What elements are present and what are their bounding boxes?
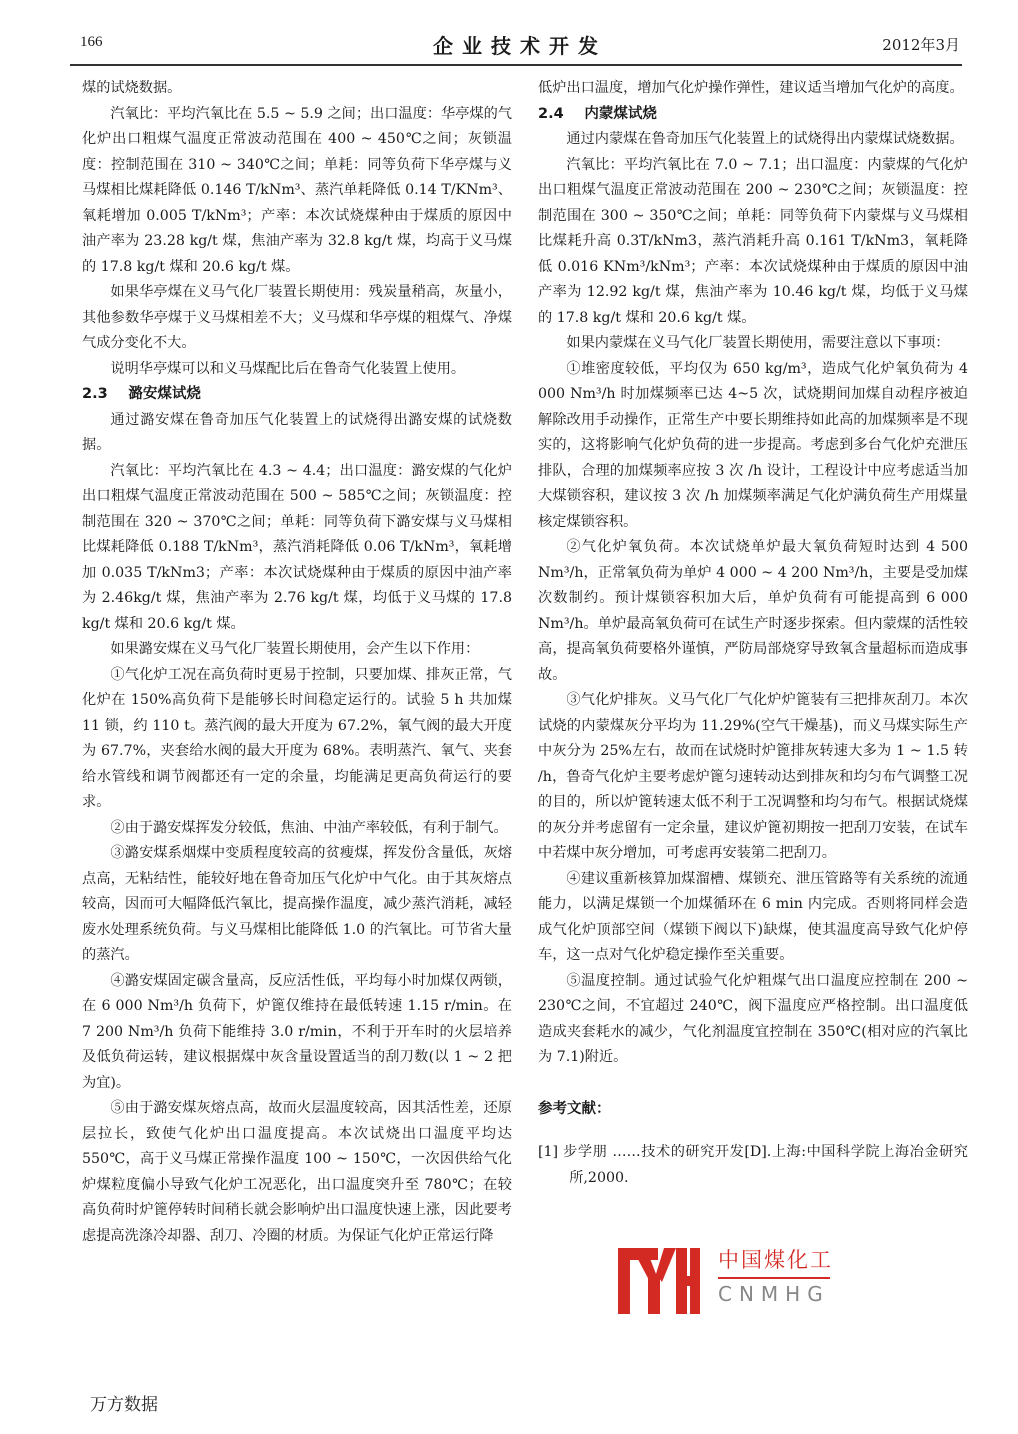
logo-name-cn: 中国煤化工 xyxy=(718,1248,833,1272)
logo-mark-icon xyxy=(618,1244,700,1314)
journal-title: 企业技术开发 xyxy=(433,34,607,58)
section-title: 内蒙煤试烧 xyxy=(584,105,657,122)
section-heading xyxy=(82,382,512,408)
references-heading: 参考文献： xyxy=(538,1100,611,1117)
paragraph: ②气化炉氧负荷。本次试烧单炉最大氧负荷短时达到 4 500 Nm³/h，正常氧负荷为单炉 4 000 ~ 4 200 Nm³/h，主要是受加煤次数制约。预计煤锁容积加大后，单炉负荷有可能提高到 6 000 Nm³/h。单炉最高氧负荷可在试生产时逐步探索。但内蒙煤的活性较高，提高氧负荷要格外谨慎，严防局部烧穿导致氧含量超标而造成事故。 xyxy=(538,539,968,683)
footer-source: 万方数据 xyxy=(90,1395,158,1415)
paragraph: 汽氧比：平均汽氧比在 7.0 ~ 7.1；出口温度：内蒙煤的气化炉出口粗煤气温度正常波动范围在 200 ~ 230℃之间；灰锁温度：控制范围在 300 ~ 350℃之间；单耗：同等负荷下内蒙煤与义马煤相比煤耗升高 0.3T/kNm3，蒸汽消耗升高 0.161 T/kNm3，氧耗降低 0.016 KNm³/kNm³；产率：本次试烧煤种由于煤质的原因中油产率为 12.92 kg/t 煤，焦油产率为 10.46 kg/t 煤，均低于义马煤的 17.8 kg/t 煤和 20.6 kg/t 煤。 xyxy=(538,156,968,326)
section-number: 2.4 xyxy=(538,105,564,122)
paragraph: 如果华亭煤在义马气化厂装置长期使用：残炭量稍高，灰量小，其他参数华亭煤于义马煤相差不大；义马煤和华亭煤的粗煤气、净煤气成分变化不大。 xyxy=(82,284,512,351)
paragraph: ③气化炉排灰。义马气化厂气化炉炉篦装有三把排灰刮刀。本次试烧的内蒙煤灰分平均为 11.29%(空气干燥基)，而义马煤实际生产中灰分为 25%左右，故而在试烧时炉篦排灰转速大多为 1 ~ 1.5 转 /h，鲁奇气化炉主要考虑炉篦匀速转动达到排灰和均匀布气调整工况的目的，所以炉篦转速太低不利于工况调整和均匀布气。根据试烧煤的灰分并考虑留有一定余量，建议炉篦初期按一把刮刀安装，在试车中若煤中灰分增加，可考虑再安装第二把刮刀。 xyxy=(538,692,968,861)
paragraph: ④潞安煤固定碳含量高，反应活性低，平均每小时加煤仅两锁，在 6 000 Nm³/h 负荷下，炉篦仅维持在最低转速 1.15 r/min。在 7 200 Nm³/h 负荷下能维持 3.0 r/min，不利于开车时的火层培养及低负荷运转，建议根据煤中灰含量设置适当的刮刀数(以 1 ~ 2 把为宜)。 xyxy=(82,972,512,1091)
header-divider xyxy=(70,64,962,66)
section-heading xyxy=(538,102,968,128)
reference-item: [1] 步学朋 ……技术的研究开发[D].上海:中国科学院上海冶金研究所,2000. xyxy=(538,1144,968,1186)
page-number: 166 xyxy=(80,34,103,50)
paragraph: 说明华亭煤可以和义马煤配比后在鲁奇气化装置上使用。 xyxy=(110,360,466,377)
paragraph: 汽氧比：平均汽氧比在 5.5 ~ 5.9 之间；出口温度：华亭煤的气化炉出口粗煤气温度正常波动范围在 400 ~ 450℃之间；灰锁温度：控制范围在 310 ~ 340℃之间；单耗：同等负荷下华亭煤与义马煤相比煤耗降低 0.146 T/kNm³、蒸汽单耗降低 0.14 T/KNm³、氧耗增加 0.005 T/kNm³；产率：本次试烧煤种由于煤质的原因中油产率为 23.28 kg/t 煤，焦油产率为 32.8 kg/t 煤，均高于义马煤的 17.8 kg/t 煤和 20.6 kg/t 煤。 xyxy=(82,105,512,275)
watermark-logo xyxy=(618,1244,838,1316)
paragraph: ②由于潞安煤挥发分较低，焦油、中油产率较低，有利于制气。 xyxy=(110,819,508,836)
right-column xyxy=(538,76,968,1191)
paragraph: ①气化炉工况在高负荷时更易于控制，只要加煤、排灰正常，气化炉在 150%高负荷下是能够长时间稳定运行的。试验 5 h 共加煤 11 锁，约 110 t。蒸汽阀的最大开度为 67.2%，氧气阀的最大开度为 67.7%，夹套给水阀的最大开度为 68%。表明蒸汽、氧气、夹套给水管线和调节阀都还有一定的余量，均能满足更高负荷运行的要求。 xyxy=(82,666,512,810)
paragraph: 如果潞安煤在义马气化厂装置长期使用，会产生以下作用： xyxy=(110,641,480,657)
paragraph: 汽氧比：平均汽氧比在 4.3 ~ 4.4；出口温度：潞安煤的气化炉出口粗煤气温度正常波动范围在 500 ~ 585℃之间；灰锁温度：控制范围在 320 ~ 370℃之间；单耗：同等负荷下潞安煤与义马煤相比煤耗降低 0.188 T/kNm³，蒸汽消耗降低 0.06 T/kNm³，氧耗增加 0.035 T/kNm3；产率：本次试烧煤种由于煤质的原因中油产率为 2.46kg/t 煤，焦油产率为 2.76 kg/t 煤，均低于义马煤的 17.8 kg/t 煤和 20.6 kg/t 煤。 xyxy=(82,462,512,632)
section-number: 2.3 xyxy=(82,386,108,402)
left-column xyxy=(82,76,512,1249)
paragraph: 煤的试烧数据。 xyxy=(82,80,182,96)
paragraph: 通过潞安煤在鲁奇加压气化装置上的试烧得出潞安煤的试烧数据。 xyxy=(82,411,512,453)
paragraph: 通过内蒙煤在鲁奇加压气化装置上的试烧得出内蒙煤试烧数据。 xyxy=(566,131,964,147)
paragraph: ①堆密度较低，平均仅为 650 kg/m³，造成气化炉氧负荷为 4 000 Nm³/h 时加煤频率已达 4~5 次，试烧期间加煤自动程序被迫解除改用手动操作，正常生产中要长期维持如此高的加煤频率是不现实的，这将影响气化炉负荷的进一步提高。考虑到多台气化炉充泄压排队，合理的加煤频率应按 3 次 /h 设计，工程设计中应考虑适当加大煤锁容积，建议按 3 次 /h 加煤频率满足气化炉满负荷生产用煤量核定煤锁容积。 xyxy=(538,360,968,530)
paragraph: ⑤由于潞安煤灰熔点高，故而火层温度较高，因其活性差，还原层拉长，致使气化炉出口温度提高。本次试烧出口温度平均达 550℃，高于义马煤正常操作温度 100 ~ 150℃，一次因供给气化炉煤粒度偏小导致气化炉工况恶化，出口温度突升至 780℃；在较高负荷时炉篦停转时间稍长就会影响炉出口温度快速上涨，因此要考虑提高洗涤冷却器、刮刀、冷圈的材质。为保证气化炉正常运行降 xyxy=(82,1100,512,1244)
logo-rule xyxy=(718,1277,830,1279)
section-title: 潞安煤试烧 xyxy=(128,386,201,402)
paragraph: ④建议重新核算加煤溜槽、煤锁充、泄压管路等有关系统的流通能力，以满足煤锁一个加煤循环在 6 min 内完成。否则将同样会造成气化炉顶部空间（煤锁下阀以下)缺煤，使其温度高导致气化炉停车，这一点对气化炉稳定操作至关重要。 xyxy=(538,870,968,963)
paragraph: ③潞安煤系烟煤中变质程度较高的贫瘦煤，挥发份含量低，灰熔点高，无粘结性，能较好地在鲁奇加压气化炉中气化。由于其灰熔点较高，因而可大幅降低汽氧比，提高操作温度，减少蒸汽消耗，减轻废水处理系统负荷。与义马煤相比能降低 1.0 的汽氧比。可节省大量的蒸汽。 xyxy=(82,845,512,963)
logo-name-en: CNMHG xyxy=(718,1282,830,1306)
running-header xyxy=(80,30,960,62)
paragraph: ⑤温度控制。通过试验气化炉粗煤气出口温度应控制在 200 ~ 230℃之间，不宜超过 240℃，阀下温度应严格控制。出口温度低造成夹套耗水的减少，气化剂温度宜控制在 350℃(相对应的汽氧比为 7.1)附近。 xyxy=(538,972,968,1065)
issue-date: 2012年3月 xyxy=(882,36,960,54)
paragraph: 低炉出口温度，增加气化炉操作弹性，建议适当增加气化炉的高度。 xyxy=(538,80,964,96)
paragraph: 如果内蒙煤在义马气化厂装置长期使用，需要注意以下事项： xyxy=(566,335,950,351)
